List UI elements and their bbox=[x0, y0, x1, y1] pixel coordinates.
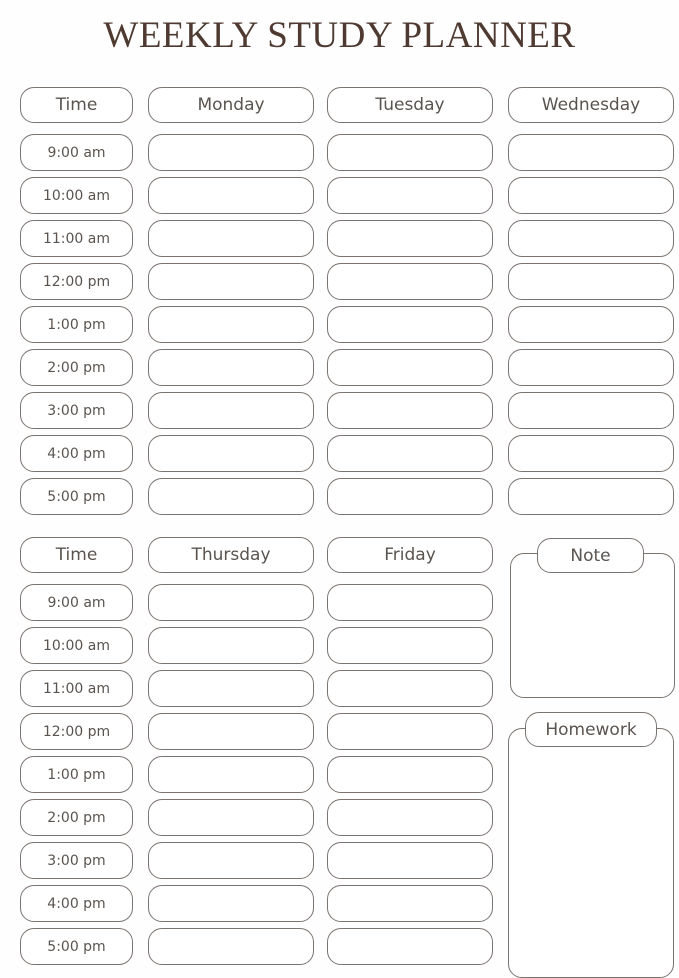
time-slot-label: 5:00 pm bbox=[20, 478, 133, 515]
time-slot-label: 11:00 am bbox=[20, 670, 133, 707]
header-time: Time bbox=[20, 537, 133, 573]
time-slot-label: 3:00 pm bbox=[20, 392, 133, 429]
time-slot-label: 2:00 pm bbox=[20, 349, 133, 386]
slot-tuesday[interactable] bbox=[327, 349, 493, 386]
time-slot-label: 9:00 am bbox=[20, 134, 133, 171]
slot-friday[interactable] bbox=[327, 584, 493, 621]
time-slot-label: 4:00 pm bbox=[20, 435, 133, 472]
header-thursday: Thursday bbox=[148, 537, 314, 573]
time-slot-label: 10:00 am bbox=[20, 627, 133, 664]
slot-wednesday[interactable] bbox=[508, 177, 674, 214]
slot-tuesday[interactable] bbox=[327, 134, 493, 171]
header-time: Time bbox=[20, 87, 133, 123]
slot-friday[interactable] bbox=[327, 842, 493, 879]
slot-wednesday[interactable] bbox=[508, 478, 674, 515]
header-tuesday: Tuesday bbox=[327, 87, 493, 123]
slot-thursday[interactable] bbox=[148, 670, 314, 707]
slot-tuesday[interactable] bbox=[327, 306, 493, 343]
slot-thursday[interactable] bbox=[148, 842, 314, 879]
note-label: Note bbox=[537, 538, 644, 573]
header-friday: Friday bbox=[327, 537, 493, 573]
page-title: WEEKLY STUDY PLANNER bbox=[103, 15, 576, 56]
time-slot-label: 1:00 pm bbox=[20, 306, 133, 343]
slot-thursday[interactable] bbox=[148, 713, 314, 750]
slot-friday[interactable] bbox=[327, 713, 493, 750]
time-slot-label: 2:00 pm bbox=[20, 799, 133, 836]
note-area[interactable] bbox=[510, 553, 675, 698]
slot-thursday[interactable] bbox=[148, 584, 314, 621]
homework-area[interactable] bbox=[508, 728, 674, 978]
slot-wednesday[interactable] bbox=[508, 134, 674, 171]
slot-wednesday[interactable] bbox=[508, 349, 674, 386]
time-slot-label: 3:00 pm bbox=[20, 842, 133, 879]
header-monday: Monday bbox=[148, 87, 314, 123]
slot-tuesday[interactable] bbox=[327, 177, 493, 214]
slot-tuesday[interactable] bbox=[327, 263, 493, 300]
slot-monday[interactable] bbox=[148, 435, 314, 472]
time-slot-label: 10:00 am bbox=[20, 177, 133, 214]
slot-monday[interactable] bbox=[148, 392, 314, 429]
slot-monday[interactable] bbox=[148, 134, 314, 171]
slot-monday[interactable] bbox=[148, 220, 314, 257]
slot-thursday[interactable] bbox=[148, 627, 314, 664]
slot-wednesday[interactable] bbox=[508, 435, 674, 472]
time-slot-label: 4:00 pm bbox=[20, 885, 133, 922]
slot-friday[interactable] bbox=[327, 928, 493, 965]
slot-wednesday[interactable] bbox=[508, 263, 674, 300]
slot-monday[interactable] bbox=[148, 263, 314, 300]
slot-thursday[interactable] bbox=[148, 928, 314, 965]
slot-thursday[interactable] bbox=[148, 799, 314, 836]
slot-thursday[interactable] bbox=[148, 885, 314, 922]
slot-tuesday[interactable] bbox=[327, 392, 493, 429]
time-slot-label: 1:00 pm bbox=[20, 756, 133, 793]
slot-friday[interactable] bbox=[327, 756, 493, 793]
time-slot-label: 12:00 pm bbox=[20, 713, 133, 750]
slot-monday[interactable] bbox=[148, 349, 314, 386]
header-wednesday: Wednesday bbox=[508, 87, 674, 123]
slot-monday[interactable] bbox=[148, 306, 314, 343]
slot-monday[interactable] bbox=[148, 478, 314, 515]
time-slot-label: 9:00 am bbox=[20, 584, 133, 621]
time-slot-label: 12:00 pm bbox=[20, 263, 133, 300]
time-slot-label: 5:00 pm bbox=[20, 928, 133, 965]
homework-label: Homework bbox=[525, 712, 657, 747]
time-slot-label: 11:00 am bbox=[20, 220, 133, 257]
slot-tuesday[interactable] bbox=[327, 220, 493, 257]
slot-thursday[interactable] bbox=[148, 756, 314, 793]
slot-friday[interactable] bbox=[327, 670, 493, 707]
slot-tuesday[interactable] bbox=[327, 435, 493, 472]
slot-wednesday[interactable] bbox=[508, 220, 674, 257]
slot-friday[interactable] bbox=[327, 799, 493, 836]
slot-tuesday[interactable] bbox=[327, 478, 493, 515]
slot-friday[interactable] bbox=[327, 627, 493, 664]
slot-wednesday[interactable] bbox=[508, 306, 674, 343]
slot-monday[interactable] bbox=[148, 177, 314, 214]
slot-wednesday[interactable] bbox=[508, 392, 674, 429]
slot-friday[interactable] bbox=[327, 885, 493, 922]
